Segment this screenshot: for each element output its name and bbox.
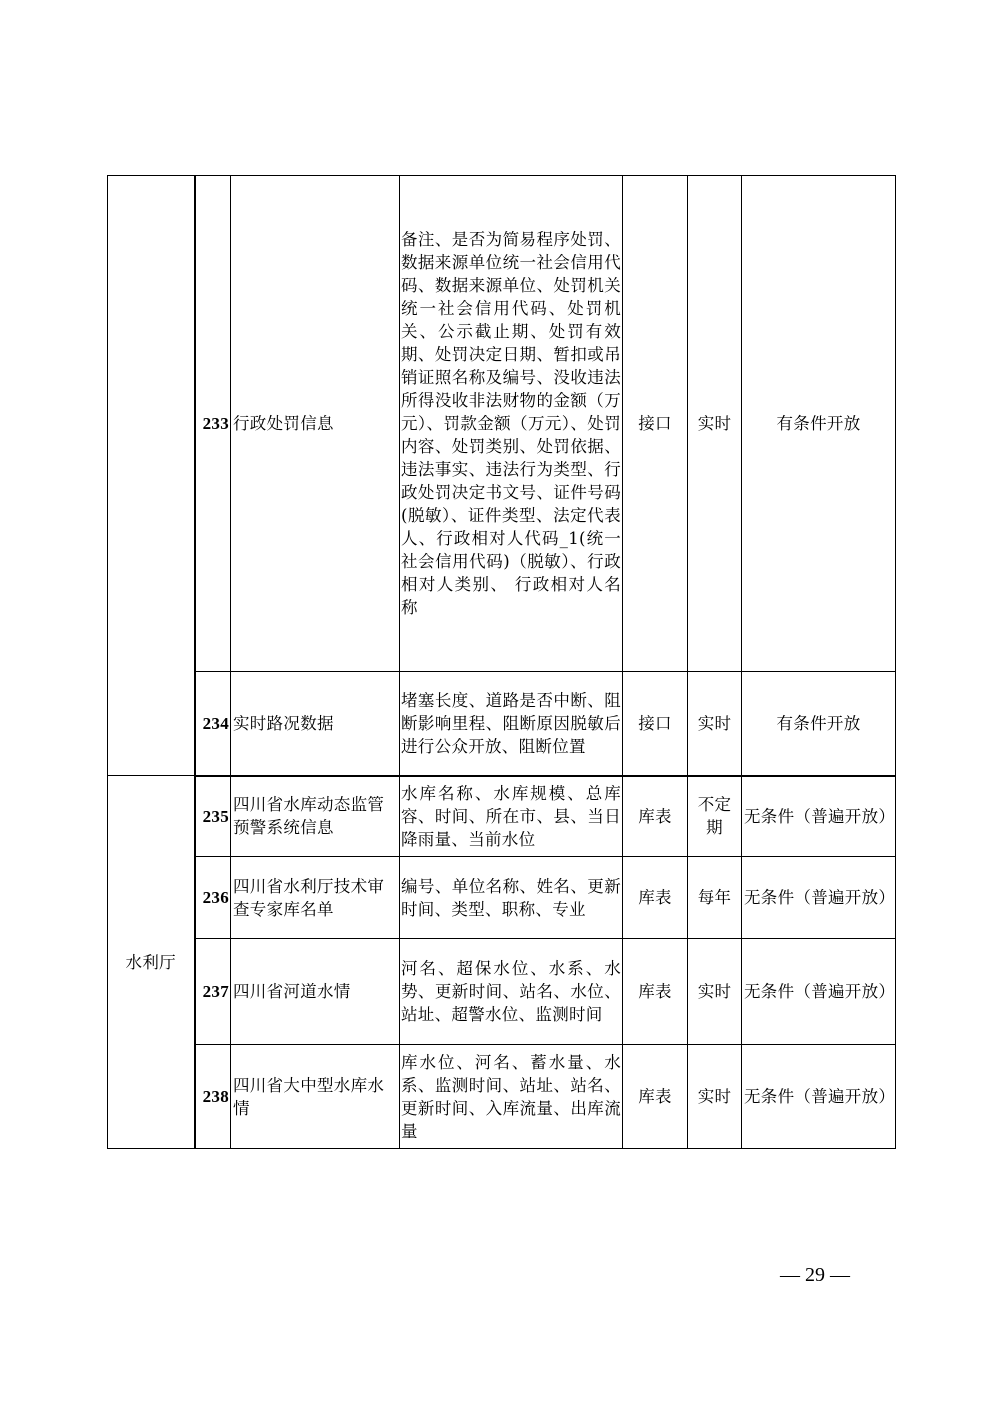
share-method: 接口 bbox=[623, 176, 688, 672]
open-type: 有条件开放 bbox=[742, 176, 896, 672]
open-type: 无条件（普遍开放） bbox=[742, 939, 896, 1045]
open-type: 无条件（普遍开放） bbox=[742, 857, 896, 939]
share-method: 库表 bbox=[623, 1045, 688, 1149]
dataset-name: 行政处罚信息 bbox=[231, 176, 400, 672]
data-catalog-table bbox=[107, 175, 896, 1149]
item-number: 236 bbox=[195, 857, 231, 939]
item-number: 234 bbox=[195, 672, 231, 776]
update-frequency: 实时 bbox=[688, 1045, 742, 1149]
dataset-fields: 备注、是否为简易程序处罚、数据来源单位统一社会信用代码、数据来源单位、处罚机关统一社会信用代码、处罚机关、公示截止期、处罚有效期、处罚决定日期、暂扣或吊销证照名称及编号、没收违法所得没收非法财物的金额（万元）、罚款金额（万元）、处罚内容、处罚类别、处罚依据、违法事实、违法行为类型、行政处罚决定书文号、证件号码(脱敏）、证件类型、法定代表人、行政相对人代码_1(统一社会信用代码)（脱敏）、行政相对人类别、 行政相对人名称 bbox=[400, 176, 623, 672]
share-method: 库表 bbox=[623, 857, 688, 939]
dataset-fields: 河名、超保水位、水系、水势、更新时间、站名、水位、站址、超警水位、监测时间 bbox=[400, 939, 623, 1045]
table-row bbox=[108, 857, 896, 939]
update-frequency: 实时 bbox=[688, 176, 742, 672]
table-row bbox=[108, 776, 896, 857]
dataset-name: 四川省水利厅技术审查专家库名单 bbox=[231, 857, 400, 939]
item-number: 238 bbox=[195, 1045, 231, 1149]
update-frequency: 实时 bbox=[688, 939, 742, 1045]
dataset-fields: 堵塞长度、道路是否中断、阻断影响里程、阻断原因脱敏后进行公众开放、阻断位置 bbox=[400, 672, 623, 776]
table-row bbox=[108, 176, 896, 672]
update-frequency: 不定期 bbox=[688, 776, 742, 857]
open-type: 无条件（普遍开放） bbox=[742, 776, 896, 857]
share-method: 接口 bbox=[623, 672, 688, 776]
dataset-name: 四川省河道水情 bbox=[231, 939, 400, 1045]
item-number: 235 bbox=[195, 776, 231, 857]
department-cell bbox=[108, 176, 195, 776]
item-number: 237 bbox=[195, 939, 231, 1045]
update-frequency: 实时 bbox=[688, 672, 742, 776]
dataset-fields: 水库名称、水库规模、总库容、时间、所在市、县、当日降雨量、当前水位 bbox=[400, 776, 623, 857]
open-type: 有条件开放 bbox=[742, 672, 896, 776]
dataset-fields: 库水位、河名、蓄水量、水系、监测时间、站址、站名、更新时间、入库流量、出库流量 bbox=[400, 1045, 623, 1149]
dataset-name: 四川省大中型水库水情 bbox=[231, 1045, 400, 1149]
dataset-name: 四川省水库动态监管预警系统信息 bbox=[231, 776, 400, 857]
table-row bbox=[108, 1045, 896, 1149]
dataset-name: 实时路况数据 bbox=[231, 672, 400, 776]
item-number: 233 bbox=[195, 176, 231, 672]
open-type: 无条件（普遍开放） bbox=[742, 1045, 896, 1149]
share-method: 库表 bbox=[623, 776, 688, 857]
table-row bbox=[108, 672, 896, 776]
share-method: 库表 bbox=[623, 939, 688, 1045]
update-frequency: 每年 bbox=[688, 857, 742, 939]
dataset-fields: 编号、单位名称、姓名、更新时间、类型、职称、专业 bbox=[400, 857, 623, 939]
table-row bbox=[108, 939, 896, 1045]
department-cell: 水利厅 bbox=[108, 776, 195, 1149]
page-number: — 29 — bbox=[780, 1264, 850, 1286]
